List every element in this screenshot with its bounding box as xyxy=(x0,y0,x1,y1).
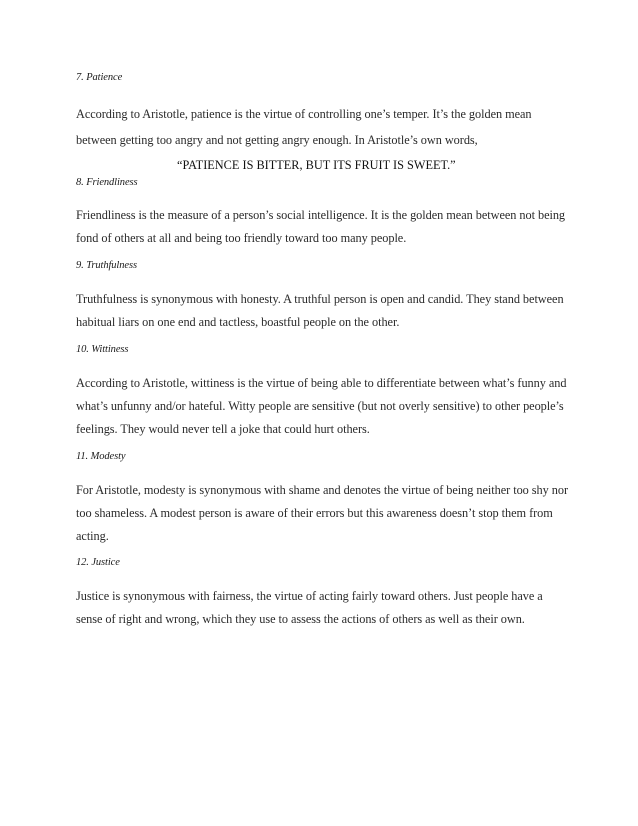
paragraph-line: Justice is synonymous with fairness, the virtue of acting fairly toward others. Just people have a xyxy=(76,589,543,603)
paragraph-line: acting. xyxy=(76,529,109,543)
section-heading-modesty: 11. Modesty xyxy=(76,451,126,462)
paragraph-line: For Aristotle, modesty is synonymous with shame and denotes the virtue of being neither too shy nor xyxy=(76,483,568,497)
aristotle-quote: “PATIENCE IS BITTER, BUT ITS FRUIT IS SWEET.” xyxy=(177,158,456,172)
section-heading-patience: 7. Patience xyxy=(76,72,123,83)
paragraph-line: too shameless. A modest person is aware of their errors but this awareness doesn’t stop them from xyxy=(76,506,553,520)
paragraph-line: what’s unfunny and/or hateful. Witty people are sensitive (but not overly sensitive) to other people’s xyxy=(76,399,564,413)
paragraph-line: fond of others at all and being too friendly toward too many people. xyxy=(76,231,407,245)
section-heading-friendliness: 8. Friendliness xyxy=(76,177,138,188)
section-heading-truthfulness: 9. Truthfulness xyxy=(76,260,137,271)
paragraph-line: According to Aristotle, patience is the virtue of controlling one’s temper. It’s the golden mean xyxy=(76,107,532,121)
section-heading-justice: 12. Justice xyxy=(76,557,120,568)
paragraph-line: Friendliness is the measure of a person’s social intelligence. It is the golden mean between not being xyxy=(76,208,566,222)
paragraph-line: According to Aristotle, wittiness is the virtue of being able to differentiate between what’s funny and xyxy=(76,376,567,390)
paragraph-line: feelings. They would never tell a joke that could hurt others. xyxy=(76,422,370,436)
section-heading-wittiness: 10. Wittiness xyxy=(76,344,129,355)
paragraph-line: between getting too angry and not getting angry enough. In Aristotle’s own words, xyxy=(76,133,478,147)
paragraph-line: Truthfulness is synonymous with honesty. A truthful person is open and candid. They stand between xyxy=(76,292,564,306)
paragraph-line: sense of right and wrong, which they use to assess the actions of others as well as their own. xyxy=(76,612,525,626)
paragraph-line: habitual liars on one end and tactless, boastful people on the other. xyxy=(76,315,400,329)
